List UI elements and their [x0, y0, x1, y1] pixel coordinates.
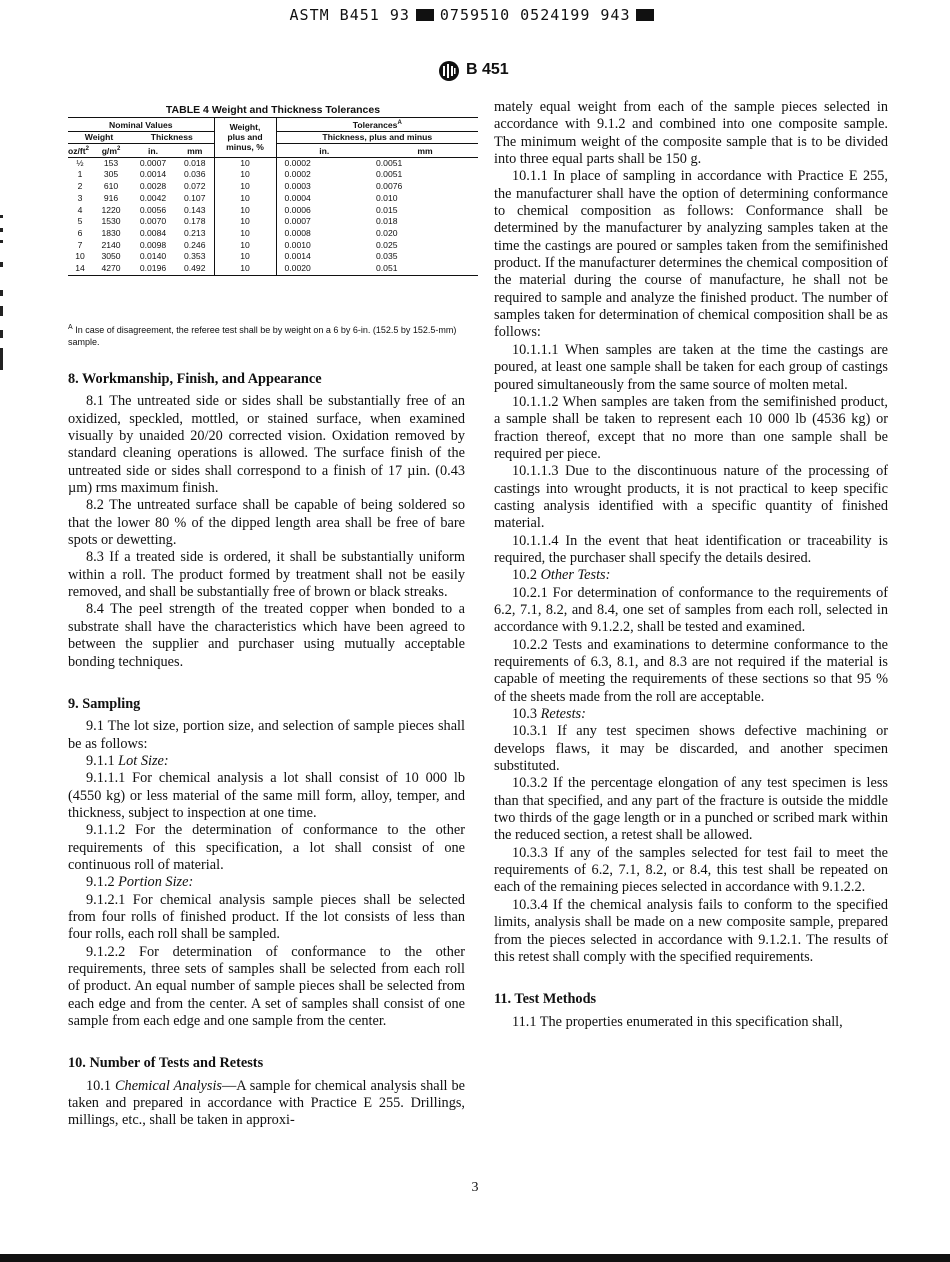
para-9-1-1-1: 9.1.1.1 For chemical analysis a lot shall consist of 10 000 lb (4550 kg) or less material of the same mill form, alloy, temper, and thickness, subject to inspection at one time.	[68, 770, 465, 821]
footnote-mark: A	[68, 324, 73, 331]
para-10-1-title: Chemical Analysis	[115, 1077, 222, 1094]
scan-header-id	[0, 6, 950, 24]
ozft-header	[68, 143, 92, 157]
table-cell: 0.213	[183, 227, 206, 238]
table-cell: 0.0002	[284, 157, 311, 168]
scan-margin-mark	[0, 290, 3, 296]
para-9-1: 9.1 The lot size, portion size, and selection of sample pieces shall be as follows:	[68, 718, 465, 752]
section-8-heading: 8. Workmanship, Finish, and Appearance	[68, 371, 322, 387]
weight-tol-line-1: Weight,	[229, 122, 261, 133]
table-cell: 7	[77, 239, 83, 250]
scan-margin-mark	[0, 240, 3, 243]
table-cell: 0.0056	[139, 204, 167, 215]
table-cell: 0.035	[376, 251, 398, 262]
scan-block-mark	[636, 9, 654, 21]
table-cell: 0.0002	[284, 169, 311, 180]
right-column	[494, 99, 888, 1031]
tolerances-note-mark: A	[397, 120, 402, 126]
para-9-1-1-title: Lot Size:	[118, 752, 169, 769]
table-cell: 0.015	[376, 204, 398, 215]
table-cell: 0.107	[183, 192, 206, 203]
table-cell: 10	[214, 228, 276, 240]
table-cell: 10	[214, 205, 276, 217]
section-gap	[68, 671, 465, 696]
table-row	[68, 157, 478, 169]
weight-header: Weight	[68, 131, 130, 143]
table-cell: 4	[77, 204, 83, 215]
page-number: 3	[471, 1180, 479, 1195]
para-10-2-title: Other Tests:	[540, 567, 611, 584]
scan-margin-mark	[0, 262, 3, 267]
table-cell: 1530	[101, 216, 121, 227]
para-9-1-2-2: 9.1.2.2 For determination of conformance to the other requirements, three sets of samples shall be selected from each roll of product. An equal number of sample pieces shall be selected from each edge and from the center. A set of samples shall consist of one sample from each edge and one sample from the center.	[68, 943, 465, 1030]
table-cell: 0.020	[376, 227, 398, 238]
left-column	[68, 371, 465, 1130]
section-11-heading: 11. Test Methods	[494, 991, 597, 1008]
weight-tol-line-3: minus, %	[226, 142, 264, 153]
table-cell: 6	[77, 227, 83, 238]
table-cell: 0.072	[183, 181, 206, 192]
table-cell: 0.0084	[139, 227, 167, 238]
table-cell: 0.018	[376, 216, 398, 227]
table-row	[68, 228, 478, 240]
ozft-label: oz/ft	[68, 145, 86, 156]
table-cell: 0.0051	[376, 157, 403, 168]
table-cell: 2140	[101, 239, 121, 250]
para-11-1: 11.1 The properties enumerated in this specification shall,	[512, 1013, 843, 1030]
scan-id-left: ASTM B451 93	[289, 6, 410, 24]
scan-id-right: 0759510 0524199 943	[439, 6, 631, 24]
table-cell: 10	[214, 263, 276, 275]
section-gap	[494, 966, 888, 991]
table-cell: 10	[214, 169, 276, 181]
table-cell: 14	[68, 263, 92, 275]
scan-margin-mark	[0, 330, 3, 338]
table-cell: 0.0098	[139, 239, 167, 250]
mm-header: mm	[176, 143, 214, 157]
table-cell: 916	[103, 192, 119, 203]
para-8-4: 8.4 The peel strength of the treated copper when bonded to a substrate shall have the characteristics which have been agreed to between the supplier and purchaser using mutually acceptable bonding techniques.	[68, 601, 465, 670]
tol-mm-header: mm	[372, 143, 478, 157]
section-10-heading: 10. Number of Tests and Retests	[68, 1055, 264, 1072]
para-10-1-1-3: 10.1.1.3 Due to the discontinuous nature of the processing of castings into wrought products, it is not practical to keep specific casting analysis identified with a specific quantity of finished material.	[494, 463, 888, 532]
para-8-1: 8.1 The untreated side or sides shall be substantially free of an oxidized, speckled, mottled, or stained surface, when examined visually by unaided 20/20 corrected vision. Oxidation removed by standard cleaning operations is allowed. The surface finish of the untreated side or sides shall correspond to a finish of 17 µin. (0.43 µm) rms maximum finish.	[68, 393, 465, 497]
para-10-3-title: Retests:	[540, 706, 586, 723]
ozft-sup: 2	[85, 145, 90, 152]
table-cell: 10	[214, 157, 276, 169]
gm-sup: 2	[116, 145, 121, 152]
table-cell: 0.036	[183, 169, 206, 180]
table-cell: 0.0010	[284, 239, 311, 250]
table-cell: 2	[77, 181, 83, 192]
table-cell: 0.0042	[139, 192, 167, 203]
table-cell: 1220	[101, 204, 121, 215]
section-gap	[68, 1030, 465, 1055]
table-cell: 10	[214, 216, 276, 228]
table-cell: 10	[214, 240, 276, 252]
table-cell: 0.0028	[139, 181, 167, 192]
table-cell: 1	[77, 169, 83, 180]
table-cell: 10	[214, 251, 276, 263]
scan-margin-mark	[0, 215, 3, 218]
para-9-1-2	[68, 874, 465, 891]
para-10-2-num: 10.2	[512, 567, 538, 584]
table-cell: 10	[214, 181, 276, 193]
para-continued: mately equal weight from each of the sample pieces selected in accordance with 9.1.2 and combined into one composite sample. The minimum weight of the composite sample that is to be divided into three equal parts shall be 150 g.	[494, 99, 888, 168]
para-9-1-2-title: Portion Size:	[118, 874, 194, 891]
table-cell: 0.010	[376, 192, 398, 203]
para-10-3-num: 10.3	[512, 706, 538, 723]
table-cell: 4270	[92, 263, 130, 275]
table-row	[68, 181, 478, 193]
table-row	[68, 205, 478, 217]
para-10-3-2: 10.3.2 If the percentage elongation of any test specimen is less than that specified, and any part of the fracture is outside the middle two thirds of the gage length or in a punched or scribed mark within the reduced section, a retest shall be allowed.	[494, 775, 888, 844]
tol-in-header: in.	[276, 143, 372, 157]
scan-margin-mark	[0, 348, 3, 370]
table-cell: 10	[75, 251, 85, 262]
standard-number: B 451	[466, 61, 509, 78]
table-row	[68, 216, 478, 228]
para-10-3-1: 10.3.1 If any test specimen shows defective machining or develops flaws, it may be discarded, and another specimen substituted.	[494, 723, 888, 775]
table-cell: 0.0007	[139, 157, 167, 168]
section-9-heading: 9. Sampling	[68, 695, 141, 712]
para-10-1	[68, 1078, 465, 1130]
table-cell: 0.143	[183, 204, 206, 215]
para-9-1-1-2: 9.1.1.2 For the determination of conformance to the other requirements of this specification, a lot shall consist of one continuous roll of material.	[68, 822, 465, 873]
scan-margin-mark	[0, 306, 3, 316]
para-10-2-2: 10.2.2 Tests and examinations to determine conformance to the requirements of 6.3, 8.1, and 8.3 are not required if the material is capable of meeting the requirements of these sections so that 95 % of the sheets made from the roll are acceptable.	[494, 636, 888, 705]
gm-header	[92, 143, 130, 157]
gm-label: g/m	[101, 145, 117, 156]
table-cell: 0.246	[183, 239, 206, 250]
table-cell: 0.018	[183, 157, 206, 168]
footnote-text: In case of disagreement, the referee test shall be by weight on a 6 by 6-in. (152.5 by 152.5-mm) sample.	[68, 325, 457, 347]
para-10-1-num: 10.1	[86, 1077, 112, 1094]
table-cell: 0.0051	[376, 169, 403, 180]
weight-tolerance-header	[214, 118, 276, 158]
table-cell: 3	[77, 192, 83, 203]
thickness-header: Thickness	[130, 131, 214, 143]
table-cell: 1830	[101, 227, 121, 238]
tolerance-table-body	[68, 157, 478, 275]
in-header: in.	[130, 143, 176, 157]
para-10-2-1: 10.2.1 For determination of conformance to the requirements of 6.2, 7.1, 8.2, and 8.4, one set of samples from each roll, selected in accordance with 9.1.2.2, shall be tested and examined.	[494, 584, 888, 636]
table-row	[68, 240, 478, 252]
para-10-3-3: 10.3.3 If any of the samples selected for test fail to meet the requirements of 6.2, 7.1, 8.2, or 8.4, this test shall be repeated on each of the remaining pieces selected in accordance with 9.1.2.2.	[494, 844, 888, 896]
table-cell: 0.025	[376, 239, 398, 250]
table-cell: ½	[76, 157, 84, 168]
para-10-3-4: 10.3.4 If the chemical analysis fails to conform to the specified limits, analysis shall be made on a new composite sample, prepared from the pieces selected in accordance with 9.1.2.1. The results of this retest shall comply with the specified requirements.	[494, 896, 888, 965]
table-cell: 0.051	[372, 263, 478, 275]
table-cell: 0.178	[183, 216, 206, 227]
para-10-2	[494, 567, 888, 584]
table-cell: 305	[103, 169, 119, 180]
table-row	[68, 193, 478, 205]
para-8-2: 8.2 The untreated surface shall be capable of being soldered so that the lower 80 % of the dipped length area shall be free of bare spots or dewetting.	[68, 497, 465, 549]
table-cell: 0.0006	[284, 204, 311, 215]
para-9-1-2-num: 9.1.2	[86, 874, 115, 891]
table-cell: 153	[103, 157, 119, 168]
table-cell: 0.0014	[139, 169, 167, 180]
tolerances-label: Tolerances	[352, 119, 398, 130]
table-row	[68, 251, 478, 263]
para-9-1-1-num: 9.1.1	[86, 752, 115, 769]
table-cell: 0.0014	[284, 251, 311, 262]
scan-margin-mark	[0, 228, 3, 232]
table-footnote	[68, 322, 478, 348]
table-cell: 0.492	[176, 263, 214, 275]
tolerance-table	[68, 117, 478, 276]
astm-logo-icon	[438, 60, 460, 82]
table-cell: 0.0008	[284, 227, 311, 238]
tolerances-header	[276, 118, 478, 132]
table-cell: 0.0140	[139, 251, 167, 262]
scan-block-mark	[416, 9, 434, 21]
table-cell: 0.0004	[284, 192, 311, 203]
para-10-1-1-1: 10.1.1.1 When samples are taken at the time the castings are poured, at least one sample shall be taken for each group of castings poured simultaneously from the same source of molten metal.	[494, 341, 888, 393]
table-cell: 3050	[101, 251, 121, 262]
para-10-3	[494, 706, 888, 723]
table-title: TABLE 4 Weight and Thickness Tolerances	[165, 104, 381, 116]
table-cell: 610	[103, 181, 119, 192]
table-row	[68, 263, 478, 275]
table-cell: 0.0070	[139, 216, 167, 227]
table-cell: 0.0003	[284, 181, 311, 192]
para-10-1-1-4: 10.1.1.4 In the event that heat identification or traceability is required, the purchaser shall specify the details desired.	[494, 532, 888, 566]
para-9-1-2-1: 9.1.2.1 For chemical analysis sample pieces shall be selected from four rolls of finished product. If the lot consists of less than four rolls, each roll shall be sampled.	[68, 891, 465, 943]
nominal-values-header: Nominal Values	[68, 118, 214, 132]
para-10-1-text: —A sample for chemical analysis shall be taken and prepared in accordance with Practice E 255. Drillings, millings, etc., shall be taken in approxi-	[68, 1077, 465, 1129]
table-cell: 0.0007	[284, 216, 311, 227]
table-cell: 10	[214, 193, 276, 205]
scan-bottom-border	[0, 1254, 950, 1262]
table-row	[68, 169, 478, 181]
table-cell: 0.353	[183, 251, 206, 262]
para-9-1-1	[68, 753, 465, 770]
weight-tol-line-2: plus and	[227, 132, 263, 143]
para-8-3: 8.3 If a treated side is ordered, it shall be substantially uniform within a roll. The product formed by treatment shall not be easily removed, and shall be substantially free of brown or black streaks.	[68, 549, 465, 601]
table-cell: 0.0020	[276, 263, 372, 275]
table-cell: 0.0076	[376, 181, 403, 192]
table-cell: 5	[77, 216, 83, 227]
thickness-plus-minus-header: Thickness, plus and minus	[276, 131, 478, 143]
table-cell: 0.0196	[130, 263, 176, 275]
para-10-1-1: 10.1.1 In place of sampling in accordance with Practice E 255, the manufacturer shall have the option of determining conformance to chemical composition as follows: Conformance shall be determined by the manufacturer by analyzing samples taken at the time the castings are poured or samples taken from the semifinished product. If the manufacturer determines the chemical composition of the material during the course of manufacture, he shall not be required to sample and analyze the finished product. The number of samples taken for determination of chemical composition shall be as follows:	[494, 168, 888, 341]
para-10-1-1-2: 10.1.1.2 When samples are taken from the semifinished product, a sample shall be taken to represent each 10 000 lb (4536 kg) or fraction thereof, except that no more than one sample shall be required per piece.	[494, 393, 888, 462]
